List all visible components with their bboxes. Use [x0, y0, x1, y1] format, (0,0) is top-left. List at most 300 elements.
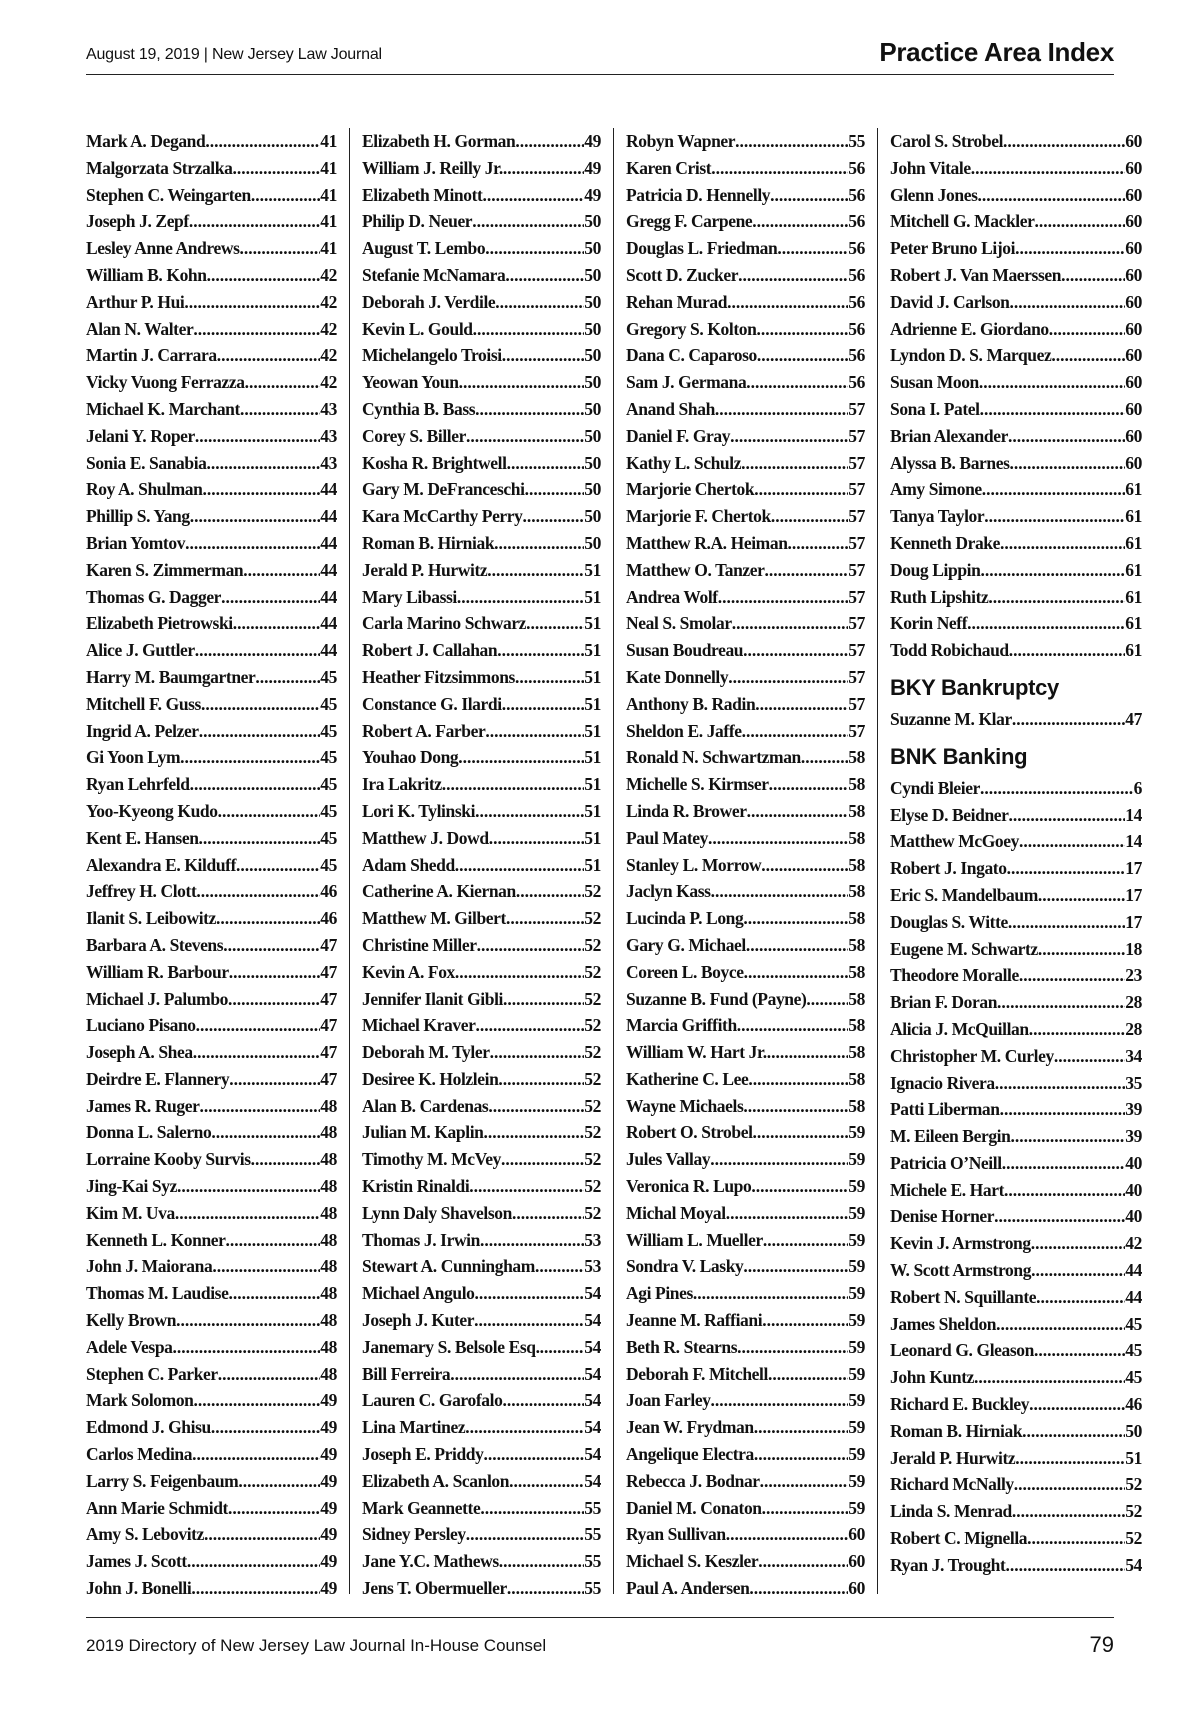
- page-reference: 42: [1125, 1233, 1142, 1254]
- page-reference: 48: [320, 1310, 337, 1331]
- index-entry: [626, 771, 865, 798]
- dot-leader: [196, 878, 320, 905]
- attorney-name: Theodore Moralle: [890, 965, 1019, 986]
- attorney-name: Alice J. Guttler: [86, 640, 195, 661]
- dot-leader: [240, 235, 321, 262]
- index-entry: [626, 155, 865, 182]
- attorney-name: Michael K. Marchant: [86, 398, 240, 419]
- index-entry: [362, 1307, 601, 1334]
- dot-leader: [708, 825, 848, 852]
- attorney-name: Paul A. Andersen: [626, 1578, 750, 1599]
- attorney-name: Matthew R.A. Heiman: [626, 532, 788, 553]
- page-reference: 60: [1125, 157, 1142, 178]
- index-entry: [86, 289, 337, 316]
- attorney-name: Michael J. Palumbo: [86, 988, 229, 1009]
- index-entry: [890, 1418, 1142, 1445]
- dot-leader: [728, 664, 848, 691]
- dot-leader: [693, 1280, 848, 1307]
- page-reference: 56: [848, 157, 865, 178]
- attorney-name: Robert O. Strobel: [626, 1122, 753, 1143]
- index-entry: [626, 852, 865, 879]
- index-entry: [86, 262, 337, 289]
- page-reference: 50: [584, 264, 601, 285]
- attorney-name: Michael Kraver: [362, 1015, 476, 1036]
- index-entry: [86, 423, 337, 450]
- attorney-name: Gi Yoon Lym: [86, 747, 181, 768]
- attorney-name: Deirdre E. Flannery: [86, 1068, 230, 1089]
- dot-leader: [238, 1468, 320, 1495]
- attorney-name: Jean W. Frydman: [626, 1417, 754, 1438]
- page-footer: [86, 1617, 1114, 1678]
- index-entry: [890, 706, 1142, 733]
- dot-leader: [743, 1093, 848, 1120]
- attorney-name: William J. Reilly Jr.: [362, 157, 503, 178]
- page-reference: 56: [848, 291, 865, 312]
- index-entry: [86, 771, 337, 798]
- dot-leader: [980, 396, 1126, 423]
- index-entry: [362, 744, 601, 771]
- index-entry: [890, 882, 1142, 909]
- index-entry: [626, 1039, 865, 1066]
- page-reference: 61: [1125, 640, 1142, 661]
- index-entry: [626, 423, 865, 450]
- dot-leader: [472, 208, 584, 235]
- page-reference: 50: [584, 506, 601, 527]
- page-reference: 59: [848, 1336, 865, 1357]
- index-entry: [362, 155, 601, 182]
- dot-leader: [442, 771, 585, 798]
- index-entry: [890, 423, 1142, 450]
- dot-leader: [199, 1093, 320, 1120]
- attorney-name: Adrienne E. Giordano: [890, 318, 1049, 339]
- index-entry: [890, 1203, 1142, 1230]
- attorney-name: Kent E. Hansen: [86, 827, 199, 848]
- index-entry: [362, 1468, 601, 1495]
- dot-leader: [523, 503, 585, 530]
- attorney-name: Stephen C. Weingarten: [86, 184, 251, 205]
- dot-leader: [232, 155, 320, 182]
- page-reference: 51: [584, 559, 601, 580]
- index-entry: [86, 1495, 337, 1522]
- attorney-name: Elizabeth A. Scanlon: [362, 1470, 510, 1491]
- dot-leader: [768, 1361, 848, 1388]
- attorney-name: Brian Alexander: [890, 425, 1008, 446]
- dot-leader: [737, 1012, 849, 1039]
- index-entry: [86, 1387, 337, 1414]
- page-reference: 50: [584, 479, 601, 500]
- index-entry: [626, 128, 865, 155]
- index-entry: [362, 1441, 601, 1468]
- index-entry: [890, 503, 1142, 530]
- index-entry: [362, 476, 601, 503]
- page-reference: 59: [848, 1310, 865, 1331]
- index-entry: [890, 1096, 1142, 1123]
- attorney-name: Ryan Lehrfeld: [86, 774, 190, 795]
- index-entry: [890, 936, 1142, 963]
- index-entry: [86, 1146, 337, 1173]
- page-reference: 60: [848, 1578, 865, 1599]
- page-reference: 56: [848, 345, 865, 366]
- attorney-name: Gregg F. Carpene: [626, 211, 753, 232]
- attorney-name: Phillip S. Yang: [86, 506, 190, 527]
- index-entry: [626, 262, 865, 289]
- attorney-name: Yoo-Kyeong Kudo: [86, 800, 218, 821]
- dot-leader: [475, 396, 584, 423]
- page-reference: 47: [320, 1068, 337, 1089]
- attorney-name: Jing-Kai Syz: [86, 1176, 177, 1197]
- attorney-name: Robert C. Mignella: [890, 1528, 1028, 1549]
- page-reference: 59: [848, 1363, 865, 1384]
- dot-leader: [489, 825, 585, 852]
- index-entry: [626, 530, 865, 557]
- index-entry: [86, 128, 337, 155]
- index-entry: [890, 1311, 1142, 1338]
- dot-leader: [1022, 1418, 1125, 1445]
- page-reference: 44: [320, 613, 337, 634]
- index-entry: [626, 1334, 865, 1361]
- index-entry: [362, 610, 601, 637]
- dot-leader: [1034, 1337, 1125, 1364]
- page-reference: 60: [1125, 238, 1142, 259]
- dot-leader: [190, 503, 321, 530]
- attorney-name: Alyssa B. Barnes: [890, 452, 1010, 473]
- index-entry: [362, 584, 601, 611]
- dot-leader: [475, 798, 584, 825]
- dot-leader: [490, 1039, 585, 1066]
- dot-leader: [742, 718, 849, 745]
- dot-leader: [753, 1119, 849, 1146]
- dot-leader: [1029, 1016, 1126, 1043]
- index-entry: [362, 1146, 601, 1173]
- index-entry: [362, 316, 601, 343]
- index-entry: [86, 744, 337, 771]
- dot-leader: [180, 744, 320, 771]
- page-reference: 50: [584, 291, 601, 312]
- attorney-name: James J. Scott: [86, 1551, 187, 1572]
- dot-leader: [763, 1227, 848, 1254]
- dot-leader: [455, 959, 584, 986]
- index-entry: [890, 775, 1142, 802]
- dot-leader: [1049, 316, 1126, 343]
- index-entry: [890, 1123, 1142, 1150]
- index-entry: [362, 235, 601, 262]
- dot-leader: [1010, 289, 1126, 316]
- dot-leader: [754, 1414, 849, 1441]
- practice-area-heading: BKY Bankruptcy: [890, 674, 1059, 700]
- page-reference: 55: [584, 1497, 601, 1518]
- page-reference: 49: [584, 131, 601, 151]
- dot-leader: [229, 959, 321, 986]
- dot-leader: [245, 369, 321, 396]
- page-reference: 60: [848, 1551, 865, 1572]
- dot-leader: [196, 1012, 321, 1039]
- dot-leader: [540, 1334, 585, 1361]
- page-reference: 58: [848, 961, 865, 982]
- dot-leader: [243, 557, 320, 584]
- attorney-name: Patti Liberman: [890, 1099, 1000, 1120]
- page-reference: 54: [584, 1336, 601, 1357]
- attorney-name: Todd Robichaud: [890, 640, 1009, 661]
- dot-leader: [1029, 1391, 1125, 1418]
- attorney-name: Brian Yomtov: [86, 532, 186, 553]
- attorney-name: Doug Lippin: [890, 559, 981, 580]
- dot-leader: [978, 182, 1126, 209]
- page-reference: 52: [584, 1149, 601, 1170]
- page-reference: 44: [320, 586, 337, 607]
- dot-leader: [711, 878, 849, 905]
- index-entry: [86, 1521, 337, 1548]
- index-entry: [86, 905, 337, 932]
- index-entry: [362, 289, 601, 316]
- index-entry: [86, 557, 337, 584]
- index-entry: [890, 1364, 1142, 1391]
- attorney-name: Edmond J. Ghisu: [86, 1417, 211, 1438]
- attorney-name: Eugene M. Schwartz: [890, 938, 1038, 959]
- attorney-name: Malgorzata Strzalka: [86, 157, 233, 178]
- attorney-name: Timothy M. McVey: [362, 1149, 501, 1170]
- dot-leader: [525, 476, 585, 503]
- dot-leader: [221, 584, 320, 611]
- index-entry: [362, 637, 601, 664]
- page-reference: 57: [848, 425, 865, 446]
- index-column-3: [614, 128, 878, 1599]
- page-reference: 59: [848, 1444, 865, 1465]
- index-entry: [86, 852, 337, 879]
- attorney-name: Douglas L. Friedman: [626, 238, 778, 259]
- index-entry: [362, 1066, 601, 1093]
- dot-leader: [1012, 706, 1125, 733]
- attorney-name: Kim M. Uva: [86, 1202, 175, 1223]
- attorney-name: Linda S. Menrad: [890, 1501, 1012, 1522]
- page-reference: 51: [584, 747, 601, 768]
- attorney-name: Kathy L. Schulz: [626, 452, 742, 473]
- page-reference: 53: [584, 1229, 601, 1250]
- page-reference: 45: [320, 774, 337, 795]
- attorney-name: Sonia E. Sanabia: [86, 452, 207, 473]
- practice-area-heading: BNK Banking: [890, 743, 1028, 769]
- dot-leader: [173, 1334, 321, 1361]
- attorney-name: M. Eileen Bergin: [890, 1126, 1011, 1147]
- dot-leader: [498, 1066, 584, 1093]
- index-entry: [626, 878, 865, 905]
- dot-leader: [512, 1200, 584, 1227]
- dot-leader: [1061, 262, 1125, 289]
- page-reference: 47: [320, 988, 337, 1009]
- page-reference: 48: [320, 1363, 337, 1384]
- dot-leader: [752, 208, 848, 235]
- dot-leader: [177, 1173, 320, 1200]
- attorney-name: Kelly Brown: [86, 1310, 177, 1331]
- attorney-name: Christopher M. Curley: [890, 1045, 1054, 1066]
- page-reference: 45: [1125, 1313, 1142, 1334]
- page-reference: 49: [320, 1524, 337, 1545]
- attorney-name: Sam J. Germana: [626, 372, 747, 393]
- page-reference: 60: [1125, 211, 1142, 232]
- index-entry: [626, 718, 865, 745]
- index-entry: [86, 718, 337, 745]
- page-reference: 61: [1125, 559, 1142, 580]
- page-reference: 51: [584, 640, 601, 661]
- index-column-4: [878, 128, 1142, 1594]
- page-reference: 51: [1125, 1447, 1142, 1468]
- dot-leader: [503, 155, 584, 182]
- page-reference: 51: [584, 827, 601, 848]
- page-reference: 50: [584, 211, 601, 232]
- dot-leader: [477, 932, 585, 959]
- attorney-name: Leonard G. Gleason: [890, 1340, 1034, 1361]
- index-entry: [890, 1016, 1142, 1043]
- attorney-name: Stanley L. Morrow: [626, 854, 762, 875]
- dot-leader: [743, 637, 848, 664]
- attorney-name: Jerald P. Hurwitz: [362, 559, 488, 580]
- page-reference: 52: [584, 934, 601, 955]
- page-reference: 60: [1125, 425, 1142, 446]
- dot-leader: [1036, 1284, 1125, 1311]
- dot-leader: [1009, 802, 1126, 829]
- page-reference: 51: [584, 774, 601, 795]
- attorney-name: Anand Shah: [626, 398, 715, 419]
- index-entry: [86, 825, 337, 852]
- attorney-name: Gary M. DeFranceschi: [362, 479, 525, 500]
- index-entry: [890, 637, 1142, 664]
- page-reference: 23: [1125, 965, 1142, 986]
- attorney-name: Ignacio Rivera: [890, 1072, 995, 1093]
- page-reference: 50: [584, 532, 601, 553]
- page-reference: 40: [1125, 1206, 1142, 1227]
- page-reference: 58: [848, 934, 865, 955]
- page-reference: 43: [320, 425, 337, 446]
- index-entry: [626, 905, 865, 932]
- attorney-name: Mark Solomon: [86, 1390, 194, 1411]
- page-reference: 61: [1125, 532, 1142, 553]
- index-entry: [86, 396, 337, 423]
- index-entry: [626, 1468, 865, 1495]
- page-reference: 57: [848, 613, 865, 634]
- page-reference: 47: [320, 961, 337, 982]
- dot-leader: [711, 1387, 849, 1414]
- dot-leader: [1035, 208, 1126, 235]
- page-reference: 50: [584, 425, 601, 446]
- page-reference: 60: [1125, 318, 1142, 339]
- page-reference: 57: [848, 693, 865, 714]
- index-entry: [362, 905, 601, 932]
- attorney-name: Youhao Dong: [362, 747, 459, 768]
- page-reference: 58: [848, 1042, 865, 1063]
- dot-leader: [515, 664, 584, 691]
- page-reference: 57: [848, 452, 865, 473]
- page-reference: 49: [584, 184, 601, 205]
- index-entry: [362, 878, 601, 905]
- index-entry: [86, 1280, 337, 1307]
- page-number: 79: [1089, 1632, 1114, 1657]
- index-entry: [362, 208, 601, 235]
- index-entry: [362, 798, 601, 825]
- attorney-name: Thomas J. Irwin: [362, 1229, 480, 1250]
- page-reference: 44: [1125, 1286, 1142, 1307]
- index-entry: [86, 1093, 337, 1120]
- dot-leader: [777, 235, 848, 262]
- attorney-name: Tanya Taylor: [890, 506, 985, 527]
- dot-leader: [788, 530, 849, 557]
- index-entry: [362, 128, 601, 155]
- attorney-name: Marjorie F. Chertok: [626, 506, 771, 527]
- dot-leader: [193, 1039, 321, 1066]
- page-reference: 58: [848, 881, 865, 902]
- attorney-name: Catherine A. Kiernan: [362, 881, 516, 902]
- page-reference: 59: [848, 1497, 865, 1518]
- page-reference: 52: [584, 961, 601, 982]
- dot-leader: [509, 1468, 584, 1495]
- index-entry: [890, 396, 1142, 423]
- dot-leader: [1004, 1177, 1125, 1204]
- attorney-name: Luciano Pisano: [86, 1015, 196, 1036]
- page-reference: 42: [320, 345, 337, 366]
- page-reference: 39: [1125, 1126, 1142, 1147]
- page-reference: 41: [320, 211, 337, 232]
- attorney-name: Robert J. Callahan: [362, 640, 498, 661]
- page-reference: 42: [320, 264, 337, 285]
- attorney-name: Jules Vallay: [626, 1149, 711, 1170]
- index-entry: [362, 423, 601, 450]
- attorney-name: Mitchell G. Mackler: [890, 211, 1035, 232]
- dot-leader: [202, 476, 320, 503]
- attorney-name: Ruth Lipshitz: [890, 586, 989, 607]
- attorney-name: Deborah F. Mitchell: [626, 1363, 768, 1384]
- page-reference: 48: [320, 1095, 337, 1116]
- page-reference: 45: [320, 747, 337, 768]
- attorney-name: Roy A. Shulman: [86, 479, 203, 500]
- page-reference: 51: [584, 666, 601, 687]
- index-entry: [362, 1361, 601, 1388]
- attorney-name: Michelangelo Troisi: [362, 345, 502, 366]
- index-entry: [890, 1391, 1142, 1418]
- attorney-name: Ryan Sullivan: [626, 1524, 726, 1545]
- index-entry: [362, 771, 601, 798]
- page-reference: 60: [1125, 372, 1142, 393]
- dot-leader: [754, 1441, 848, 1468]
- attorney-name: Harry M. Baumgartner: [86, 666, 256, 687]
- dot-leader: [755, 691, 848, 718]
- index-entry: [626, 932, 865, 959]
- attorney-name: Katherine C. Lee: [626, 1068, 749, 1089]
- dot-leader: [480, 1495, 584, 1522]
- index-entry: [890, 530, 1142, 557]
- index-entry: [626, 316, 865, 343]
- attorney-name: Lori K. Tylinski: [362, 800, 476, 821]
- index-entry: [626, 1521, 865, 1548]
- dot-leader: [507, 450, 585, 477]
- index-entry: [890, 584, 1142, 611]
- page-title: Practice Area Index: [879, 37, 1114, 67]
- attorney-name: Thomas M. Laudise: [86, 1283, 229, 1304]
- index-entry: [626, 369, 865, 396]
- dot-leader: [751, 1173, 848, 1200]
- attorney-name: Lyndon D. S. Marquez: [890, 345, 1052, 366]
- dot-leader: [1031, 1257, 1125, 1284]
- page-reference: 56: [848, 238, 865, 259]
- page-reference: 44: [320, 640, 337, 661]
- attorney-name: Richard E. Buckley: [890, 1394, 1030, 1415]
- dot-leader: [502, 1387, 584, 1414]
- index-column-1: [86, 128, 350, 1599]
- index-entry: [626, 342, 865, 369]
- index-entry: [362, 691, 601, 718]
- index-entry: [626, 1173, 865, 1200]
- index-entry: [362, 530, 601, 557]
- index-entry: [362, 503, 601, 530]
- attorney-name: James R. Ruger: [86, 1095, 200, 1116]
- index-entry: [626, 1012, 865, 1039]
